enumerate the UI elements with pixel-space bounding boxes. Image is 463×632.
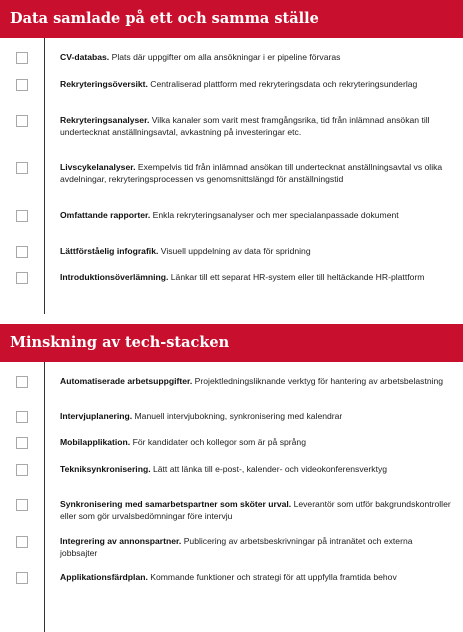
item-desc: Plats där uppgifter om alla ansökningar i er pipeline förvaras [111,52,341,62]
item-desc: Vilka kanaler som varit mest framgångsrika, tid från inlämnad ansökan till undertecknat anställningsavtal, avkastning på investeringar etc. [60,115,430,137]
checkbox[interactable] [16,411,28,423]
item-term: Mobilapplikation. [60,437,131,447]
item-term: Rekryteringsanalyser. [60,115,150,125]
item-text [60,52,452,64]
checkbox[interactable] [16,536,28,548]
checkbox[interactable] [16,52,28,64]
section-header: Data samlade på ett och samma ställe [0,0,463,38]
section-body [0,38,463,314]
item-text [60,464,452,476]
item-term: Introduktionsöverlämning. [60,272,169,282]
item-desc: Leverantör som utför bakgrundskontroller eller som gör urvalsbedömningar före intervju [60,499,451,521]
item-desc: Manuell intervjubokning, synkronisering med kalendrar [134,411,343,421]
checkbox[interactable] [16,272,28,284]
item-desc: Visuell uppdelning av data för spridning [160,246,311,256]
item-term: Tekniksynkronisering. [60,464,151,474]
item-text [60,437,452,449]
checkbox[interactable] [16,437,28,449]
item-desc: Enkla rekryteringsanalyser och mer specialanpassade dokument [152,210,399,220]
checkbox[interactable] [16,210,28,222]
item-term: Lättförståelig infografik. [60,246,159,256]
item-desc: Exempelvis tid från inlämnad ansökan till undertecknat anställningsavtal vs olika avdelningar, rekryteringsprocessen vs genomsnittslängd för anställningstid [60,162,443,184]
item-desc: Länkar till ett separat HR-system eller till heltäckande HR-plattform [170,272,425,282]
item-desc: Projektledningsliknande verktyg för hantering av arbetsbelastning [194,376,444,386]
checkbox[interactable] [16,79,28,91]
item-term: Applikationsfärdplan. [60,572,148,582]
item-text [60,536,452,559]
section-body [0,362,463,632]
item-term: Livscykelanalyser. [60,162,136,172]
item-desc: För kandidater och kollegor som är på språng [132,437,306,447]
item-term: CV-databas. [60,52,110,62]
section-minskning-tech-stack [0,324,463,632]
item-desc: Lätt att länka till e-post-, kalender- och videokonferensverktyg [152,464,388,474]
item-text [60,246,452,258]
checkbox[interactable] [16,162,28,174]
item-text [60,572,452,584]
item-text [60,499,452,522]
item-text [60,272,452,284]
item-term: Omfattande rapporter. [60,210,151,220]
item-desc: Publicering av arbetsbeskrivningar på intranätet och externa jobbsajter [60,536,413,558]
vertical-divider [44,362,45,632]
item-text [60,79,452,91]
item-term: Integrering av annonspartner. [60,536,182,546]
checkbox[interactable] [16,572,28,584]
item-text [60,411,452,423]
checkbox[interactable] [16,376,28,388]
item-term: Rekryteringsöversikt. [60,79,148,89]
item-text [60,115,452,138]
item-text [60,376,452,388]
section-header: Minskning av tech-stacken [0,324,463,362]
item-desc: Kommande funktioner och strategi för att uppfylla framtida behov [150,572,397,582]
item-text [60,162,452,185]
item-term: Synkronisering med samarbetspartner som sköter urval. [60,499,292,509]
item-term: Intervjuplanering. [60,411,133,421]
checkbox[interactable] [16,499,28,511]
checkbox[interactable] [16,464,28,476]
item-desc: Centraliserad plattform med rekryteringsdata och rekryteringsunderlag [150,79,418,89]
checkbox[interactable] [16,246,28,258]
item-text [60,210,452,222]
vertical-divider [44,38,45,314]
section-data-samlade [0,0,463,314]
item-term: Automatiserade arbetsuppgifter. [60,376,193,386]
checkbox[interactable] [16,115,28,127]
